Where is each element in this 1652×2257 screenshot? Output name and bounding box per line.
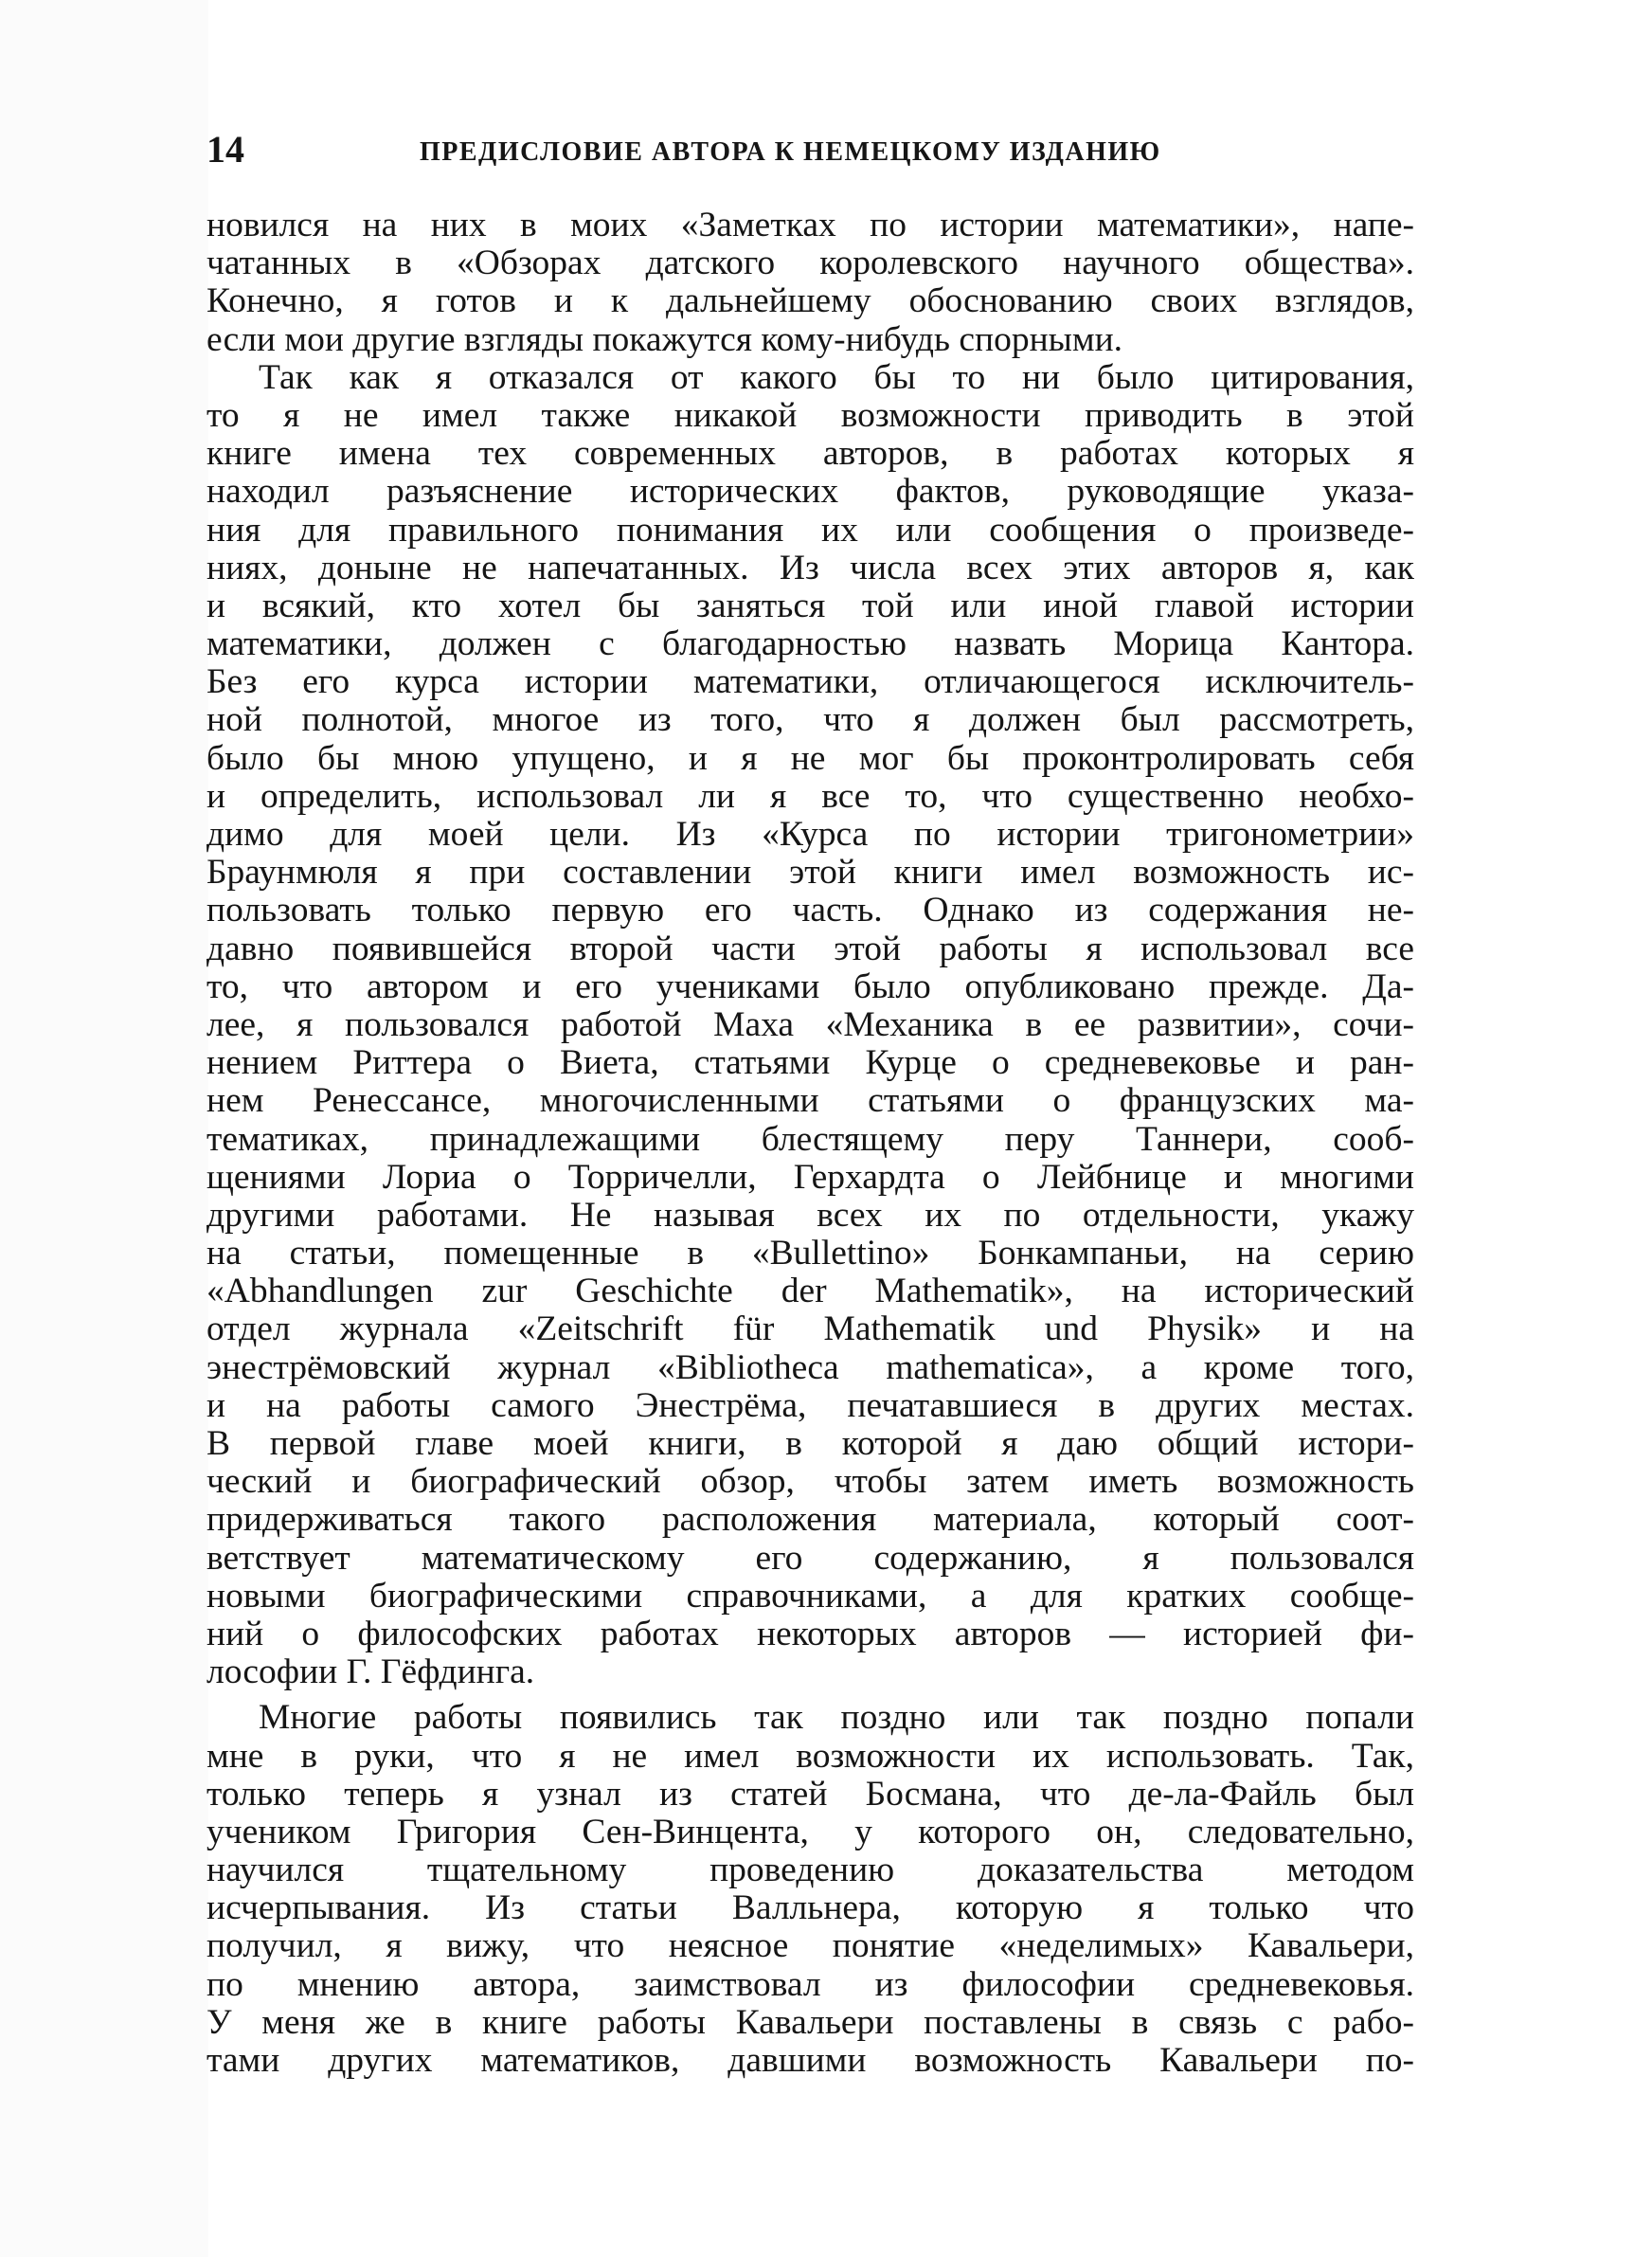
text-line: Браунмюля я при составлении этой книги имел возможность ис- xyxy=(206,854,1414,893)
text-line: и всякий, кто хотел бы заняться той или иной главой истории xyxy=(206,587,1414,625)
text-line: Без его курса истории математики, отличающегося исключитель- xyxy=(206,663,1414,702)
text-line: то, что автором и его учениками было опубликовано прежде. Да- xyxy=(206,967,1414,1006)
text-line: Конечно, я готов и к дальнейшему обоснованию своих взглядов, xyxy=(206,282,1414,321)
text-line: ний о философских работах некоторых авторов — историей фи- xyxy=(206,1615,1414,1653)
text-line: пользовать только первую его часть. Однако из содержания не- xyxy=(206,892,1414,930)
text-line: научился тщательному проведению доказательства методом xyxy=(206,1851,1414,1890)
text-line: отдел журнала «Zeitschrift für Mathematik und Physik» и на xyxy=(206,1310,1414,1349)
text-line: ния для правильного понимания их или сообщения о произведе- xyxy=(206,511,1414,550)
paragraph xyxy=(206,207,1414,359)
book-page xyxy=(206,123,1414,2080)
text-line: У меня же в книге работы Кавальери поставлены в связь с рабо- xyxy=(206,2003,1414,2042)
text-line: придерживаться такого расположения материала, который соот- xyxy=(206,1501,1414,1540)
text-line: тематиках, принадлежащими блестящему перу Таннери, сооб- xyxy=(206,1120,1414,1159)
text-line: ветствует математическому его содержанию, я пользовался xyxy=(206,1539,1414,1578)
running-title: ПРЕДИСЛОВИЕ АВТОРА К НЕМЕЦКОМУ ИЗДАНИЮ xyxy=(420,137,1161,167)
text-line: Многие работы появились так поздно или так поздно попали xyxy=(259,1699,1414,1738)
text-line: лее, я пользовался работой Маха «Механика в ее развитии», сочи- xyxy=(206,1005,1414,1044)
paragraph xyxy=(206,359,1414,1692)
text-line: и определить, использовал ли я все то, что существенно необхо- xyxy=(206,777,1414,816)
text-line: исчерпывания. Из статьи Валльнера, которую я только что xyxy=(206,1889,1414,1928)
text-line: тами других математиков, давшими возможность Кавальери по- xyxy=(206,2042,1414,2080)
text-line: находил разъяснение исторических фактов, руководящие указа- xyxy=(206,473,1414,512)
text-line: мне в руки, что я не имел возможности их использовать. Так, xyxy=(206,1737,1414,1776)
page-number: 14 xyxy=(206,128,244,171)
scan-margin-shade xyxy=(0,0,208,2257)
text-line: Так как я отказался от какого бы то ни было цитирования, xyxy=(259,358,1414,397)
text-line: новился на них в моих «Заметках по истории математики», напе- xyxy=(206,207,1414,244)
text-line: ческий и биографический обзор, чтобы затем иметь возможность xyxy=(206,1463,1414,1502)
text-line: нем Ренессансе, многочисленными статьями о французских ма- xyxy=(206,1082,1414,1121)
page-body xyxy=(206,207,1414,2080)
text-line: книге имена тех современных авторов, в работах которых я xyxy=(206,435,1414,474)
text-line: «Abhandlungen zur Geschichte der Mathematik», на исторический xyxy=(206,1273,1414,1311)
text-line: и на работы самого Энестрёма, печатавшиеся в других местах. xyxy=(206,1386,1414,1425)
text-line: учеником Григория Сен-Винцента, у которого он, следовательно, xyxy=(206,1813,1414,1851)
text-line: давно появившейся второй части этой работы я использовал все xyxy=(206,930,1414,968)
text-line: щениями Лориа о Торричелли, Герхардта о Лейбнице и многими xyxy=(206,1158,1414,1197)
text-line: ниях, доныне не напечатанных. Из числа всех этих авторов я, как xyxy=(206,549,1414,587)
text-line: чатанных в «Обзорах датского королевского научного общества». xyxy=(206,244,1414,283)
text-line: если мои другие взгляды покажутся кому-нибудь спорными. xyxy=(206,320,1123,359)
text-line: димо для моей цели. Из «Курса по истории тригонометрии» xyxy=(206,816,1414,854)
text-line: только теперь я узнал из статей Босмана, что де-ла-Файль был xyxy=(206,1775,1414,1814)
text-line: нением Риттера о Виета, статьями Курце о средневековье и ран- xyxy=(206,1044,1414,1083)
text-line: было бы мною упущено, и я не мог бы проконтролировать себя xyxy=(206,739,1414,778)
text-line: другими работами. Не называя всех их по отдельности, укажу xyxy=(206,1196,1414,1235)
paragraph-gap xyxy=(206,1691,1414,1699)
running-head xyxy=(206,123,1414,176)
text-line: математики, должен с благодарностью назвать Морица Кантора. xyxy=(206,625,1414,664)
text-line: энестрёмовский журнал «Bibliotheca mathematica», а кроме того, xyxy=(206,1348,1414,1387)
text-line: ной полнотой, многое из того, что я должен был рассмотреть, xyxy=(206,701,1414,740)
text-line: на статьи, помещенные в «Bullettino» Бонкампаньи, на серию xyxy=(206,1235,1414,1273)
text-line: лософии Г. Гёфдинга. xyxy=(206,1653,535,1692)
text-line: В первой главе моей книги, в которой я даю общий истори- xyxy=(206,1425,1414,1463)
text-line: новыми биографическими справочниками, а для кратких сообще- xyxy=(206,1577,1414,1616)
paragraph xyxy=(206,1699,1414,2080)
text-line: по мнению автора, заимствовал из философии средневековья. xyxy=(206,1965,1414,2004)
text-line: то я не имел также никакой возможности приводить в этой xyxy=(206,396,1414,435)
text-line: получил, я вижу, что неясное понятие «неделимых» Кавальери, xyxy=(206,1927,1414,1966)
